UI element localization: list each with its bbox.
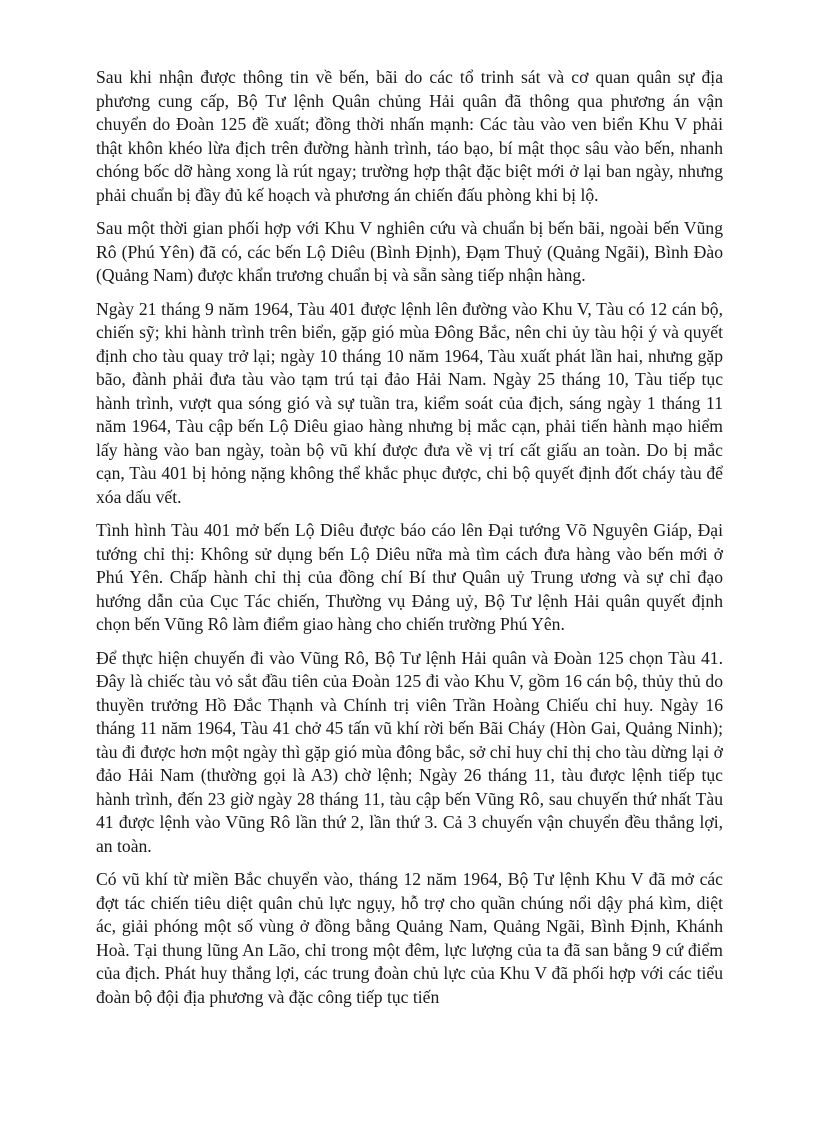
paragraph-4: Tình hình Tàu 401 mở bến Lộ Diêu được báo cáo lên Đại tướng Võ Nguyên Giáp, Đại tướng chỉ thị: Không sử dụng bến Lộ Diêu nữa mà tìm cách đưa hàng vào bến mới ở Phú Yên. Chấp hành chỉ thị của đồng chí Bí thư Quân uỷ Trung ương và sự chỉ đạo hướng dẫn của Cục Tác chiến, Thường vụ Đảng uỷ, Bộ Tư lệnh Hải quân quyết định chọn bến Vũng Rô làm điểm giao hàng cho chiến trường Phú Yên.	[96, 520, 723, 634]
paragraph-2: Sau một thời gian phối hợp với Khu V nghiên cứu và chuẩn bị bến bãi, ngoài bến Vũng Rô (Phú Yên) đã có, các bến Lộ Diêu (Bình Định), Đạm Thuỷ (Quảng Ngãi), Bình Đào (Quảng Nam) được khẩn trương chuẩn bị và sẵn sàng tiếp nhận hàng.	[96, 218, 723, 285]
paragraph-3: Ngày 21 tháng 9 năm 1964, Tàu 401 được lệnh lên đường vào Khu V, Tàu có 12 cán bộ, chiến sỹ; khi hành trình trên biển, gặp gió mùa Đông Bắc, nên chi ủy tàu hội ý và quyết định cho tàu quay trở lại; ngày 10 tháng 10 năm 1964, Tàu xuất phát lần hai, nhưng gặp bão, đành phải đưa tàu vào tạm trú tại đảo Hải Nam. Ngày 25 tháng 10, Tàu tiếp tục hành trình, vượt qua sóng gió và sự tuần tra, kiểm soát của địch, sáng ngày 1 tháng 11 năm 1964, Tàu cập bến Lộ Diêu giao hàng nhưng bị mắc cạn, phải tiến hành mạo hiểm lấy hàng vào ban ngày, toàn bộ vũ khí được đưa về vị trí cất giấu an toàn. Do bị mắc cạn, Tàu 401 bị hỏng nặng không thể khắc phục được, chi bộ quyết định đốt cháy tàu để xóa dấu vết.	[96, 298, 723, 507]
paragraph-6: Có vũ khí từ miền Bắc chuyển vào, tháng 12 năm 1964, Bộ Tư lệnh Khu V đã mở các đợt tác chiến tiêu diệt quân chủ lực ngụy, hỗ trợ cho quần chúng nổi dậy phá kìm, diệt ác, giải phóng một số vùng ở đồng bằng Quảng Nam, Quảng Ngãi, Bình Định, Khánh Hoà. Tại thung lũng An Lão, chỉ trong một đêm, lực lượng của ta đã san bằng 9 cứ điểm của địch. Phát huy thắng lợi, các trung đoàn chủ lực của Khu V đã phối hợp với các tiểu đoàn bộ đội địa phương và đặc công tiếp tục tiến	[96, 869, 723, 1007]
paragraph-1: Sau khi nhận được thông tin về bến, bãi do các tổ trinh sát và cơ quan quân sự địa phương cung cấp, Bộ Tư lệnh Quân chủng Hải quân đã thông qua phương án vận chuyển do Đoàn 125 đề xuất; đồng thời nhấn mạnh: Các tàu vào ven biển Khu V phải thật khôn khéo lừa địch trên đường hành trình, táo bạo, bí mật thọc sâu vào bến, nhanh chóng bốc dỡ hàng xong là rút ngay; trường hợp thật đặc biệt mới ở lại ban ngày, nhưng phải chuẩn bị đầy đủ kế hoạch và phương án chiến đấu phòng khi bị lộ.	[96, 67, 723, 205]
document-page	[96, 66, 723, 1019]
paragraph-5: Để thực hiện chuyến đi vào Vũng Rô, Bộ Tư lệnh Hải quân và Đoàn 125 chọn Tàu 41. Đây là chiếc tàu vỏ sắt đầu tiên của Đoàn 125 đi vào Khu V, gồm 16 cán bộ, thủy thủ do thuyền trưởng Hồ Đắc Thạnh và Chính trị viên Trần Hoàng Chiếu chỉ huy. Ngày 16 tháng 11 năm 1964, Tàu 41 chở 45 tấn vũ khí rời bến Bãi Cháy (Hòn Gai, Quảng Ninh); tàu đi được hơn một ngày thì gặp gió mùa đông bắc, sở chỉ huy chỉ thị cho tàu dừng lại ở đảo Hải Nam (thường gọi là A3) chờ lệnh; Ngày 26 tháng 11, tàu được lệnh tiếp tục hành trình, đến 23 giờ ngày 28 tháng 11, tàu cập bến Vũng Rô, sau chuyến thứ nhất Tàu 41 được lệnh vào Vũng Rô lần thứ 2, lần thứ 3. Cả 3 chuyến vận chuyển đều thắng lợi, an toàn.	[96, 647, 723, 856]
